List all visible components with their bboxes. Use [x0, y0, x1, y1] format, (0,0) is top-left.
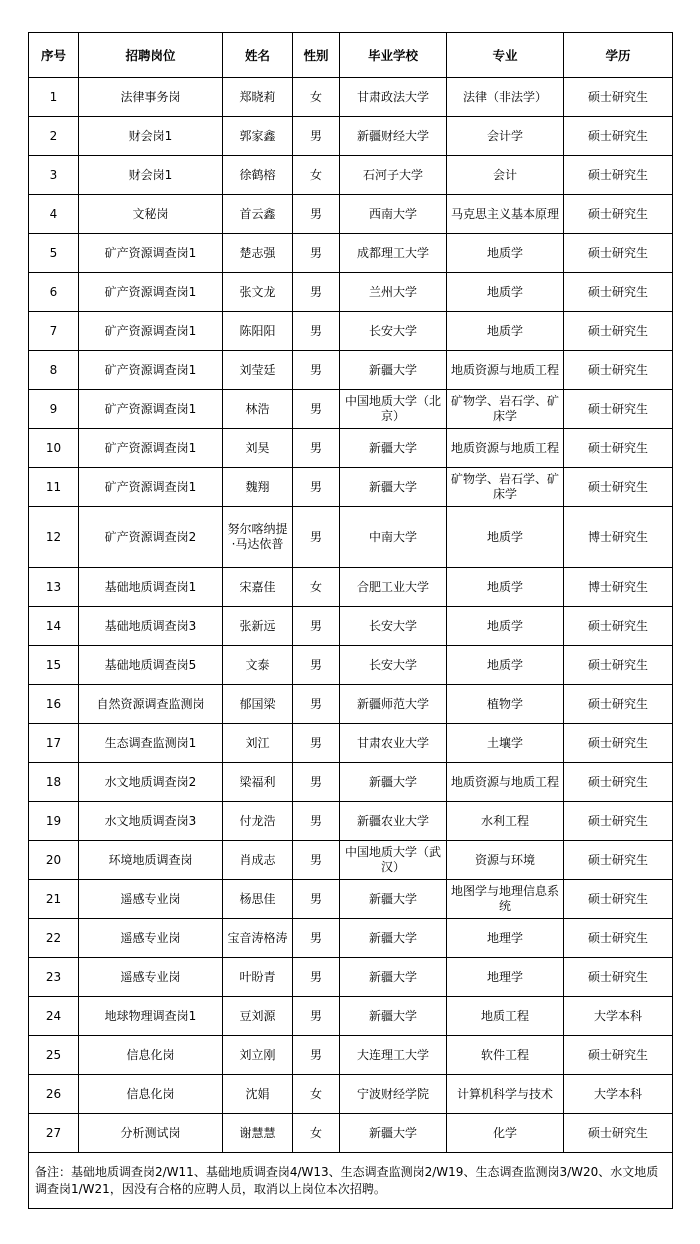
header-cell: 招聘岗位 — [79, 33, 223, 78]
cell-degree: 硕士研究生 — [564, 429, 673, 468]
header-row — [29, 33, 673, 78]
cell-name: 楚志强 — [223, 234, 293, 273]
cell-degree: 硕士研究生 — [564, 958, 673, 997]
cell-school: 甘肃政法大学 — [340, 78, 447, 117]
cell-major: 地质学 — [447, 607, 564, 646]
cell-gender: 男 — [293, 685, 340, 724]
cell-school: 新疆大学 — [340, 1114, 447, 1153]
cell-index: 25 — [29, 1036, 79, 1075]
table-row — [29, 1036, 673, 1075]
table-row — [29, 273, 673, 312]
cell-index: 11 — [29, 468, 79, 507]
cell-name: 梁福利 — [223, 763, 293, 802]
table-row — [29, 802, 673, 841]
cell-name: 谢慧慧 — [223, 1114, 293, 1153]
cell-gender: 男 — [293, 1036, 340, 1075]
cell-degree: 硕士研究生 — [564, 607, 673, 646]
cell-position: 矿产资源调查岗1 — [79, 390, 223, 429]
cell-gender: 女 — [293, 1075, 340, 1114]
cell-index: 6 — [29, 273, 79, 312]
cell-major: 地质学 — [447, 273, 564, 312]
cell-school: 长安大学 — [340, 607, 447, 646]
cell-major: 地质资源与地质工程 — [447, 429, 564, 468]
cell-position: 地球物理调查岗1 — [79, 997, 223, 1036]
table-row — [29, 468, 673, 507]
cell-position: 生态调查监测岗1 — [79, 724, 223, 763]
cell-gender: 男 — [293, 997, 340, 1036]
cell-position: 基础地质调查岗1 — [79, 568, 223, 607]
cell-school: 新疆财经大学 — [340, 117, 447, 156]
cell-gender: 男 — [293, 646, 340, 685]
table-row — [29, 507, 673, 568]
cell-gender: 女 — [293, 156, 340, 195]
cell-school: 新疆大学 — [340, 919, 447, 958]
cell-school: 甘肃农业大学 — [340, 724, 447, 763]
cell-degree: 硕士研究生 — [564, 685, 673, 724]
cell-gender: 男 — [293, 958, 340, 997]
cell-gender: 男 — [293, 273, 340, 312]
cell-gender: 男 — [293, 763, 340, 802]
cell-gender: 男 — [293, 390, 340, 429]
cell-index: 15 — [29, 646, 79, 685]
cell-gender: 男 — [293, 429, 340, 468]
cell-school: 新疆师范大学 — [340, 685, 447, 724]
cell-name: 豆刘源 — [223, 997, 293, 1036]
recruitment-table-container — [28, 32, 672, 1209]
cell-name: 魏翔 — [223, 468, 293, 507]
cell-degree: 硕士研究生 — [564, 841, 673, 880]
cell-degree: 大学本科 — [564, 997, 673, 1036]
table-row — [29, 117, 673, 156]
cell-school: 新疆农业大学 — [340, 802, 447, 841]
cell-name: 徐鹤榕 — [223, 156, 293, 195]
cell-major: 地质学 — [447, 568, 564, 607]
cell-gender: 男 — [293, 607, 340, 646]
cell-gender: 男 — [293, 880, 340, 919]
table-row — [29, 997, 673, 1036]
cell-degree: 硕士研究生 — [564, 763, 673, 802]
header-cell: 序号 — [29, 33, 79, 78]
cell-position: 信息化岗 — [79, 1036, 223, 1075]
cell-school: 兰州大学 — [340, 273, 447, 312]
footnote: 备注：基础地质调查岗2/W11、基础地质调查岗4/W13、生态调查监测岗2/W19、生态调查监测岗3/W20、水文地质调查岗1/W21，因没有合格的应聘人员，取消以上岗位本次招聘。 — [29, 1153, 673, 1209]
cell-index: 23 — [29, 958, 79, 997]
cell-index: 24 — [29, 997, 79, 1036]
cell-school: 西南大学 — [340, 195, 447, 234]
table-row — [29, 880, 673, 919]
cell-position: 信息化岗 — [79, 1075, 223, 1114]
cell-position: 法律事务岗 — [79, 78, 223, 117]
table-row — [29, 1075, 673, 1114]
header-cell: 性别 — [293, 33, 340, 78]
cell-name: 沈娟 — [223, 1075, 293, 1114]
cell-major: 地图学与地理信息系统 — [447, 880, 564, 919]
cell-position: 矿产资源调查岗1 — [79, 312, 223, 351]
table-row — [29, 234, 673, 273]
cell-index: 10 — [29, 429, 79, 468]
cell-degree: 硕士研究生 — [564, 1036, 673, 1075]
cell-gender: 男 — [293, 117, 340, 156]
cell-name: 宝音涛格涛 — [223, 919, 293, 958]
cell-major: 地理学 — [447, 958, 564, 997]
cell-school: 成都理工大学 — [340, 234, 447, 273]
cell-gender: 男 — [293, 468, 340, 507]
cell-name: 努尔喀纳提·马达依普 — [223, 507, 293, 568]
cell-major: 软件工程 — [447, 1036, 564, 1075]
cell-major: 地质工程 — [447, 997, 564, 1036]
cell-name: 郑晓莉 — [223, 78, 293, 117]
cell-gender: 男 — [293, 802, 340, 841]
cell-position: 水文地质调查岗3 — [79, 802, 223, 841]
cell-school: 中南大学 — [340, 507, 447, 568]
cell-index: 16 — [29, 685, 79, 724]
cell-school: 长安大学 — [340, 646, 447, 685]
cell-school: 新疆大学 — [340, 880, 447, 919]
cell-major: 地质资源与地质工程 — [447, 763, 564, 802]
cell-major: 地质学 — [447, 646, 564, 685]
cell-degree: 硕士研究生 — [564, 156, 673, 195]
cell-position: 文秘岗 — [79, 195, 223, 234]
cell-school: 大连理工大学 — [340, 1036, 447, 1075]
cell-name: 叶盼青 — [223, 958, 293, 997]
cell-position: 矿产资源调查岗1 — [79, 468, 223, 507]
cell-degree: 硕士研究生 — [564, 646, 673, 685]
cell-major: 土壤学 — [447, 724, 564, 763]
cell-gender: 男 — [293, 724, 340, 763]
cell-index: 20 — [29, 841, 79, 880]
cell-school: 新疆大学 — [340, 958, 447, 997]
cell-school: 新疆大学 — [340, 997, 447, 1036]
cell-degree: 硕士研究生 — [564, 468, 673, 507]
cell-degree: 硕士研究生 — [564, 78, 673, 117]
cell-name: 刘莹廷 — [223, 351, 293, 390]
cell-major: 水利工程 — [447, 802, 564, 841]
cell-gender: 女 — [293, 568, 340, 607]
cell-position: 水文地质调查岗2 — [79, 763, 223, 802]
cell-major: 马克思主义基本原理 — [447, 195, 564, 234]
table-row — [29, 685, 673, 724]
cell-position: 分析测试岗 — [79, 1114, 223, 1153]
cell-school: 石河子大学 — [340, 156, 447, 195]
cell-major: 地质学 — [447, 312, 564, 351]
table-row — [29, 919, 673, 958]
cell-gender: 女 — [293, 1114, 340, 1153]
cell-position: 遥感专业岗 — [79, 919, 223, 958]
cell-name: 文泰 — [223, 646, 293, 685]
table-row — [29, 841, 673, 880]
cell-index: 19 — [29, 802, 79, 841]
cell-degree: 硕士研究生 — [564, 351, 673, 390]
cell-index: 21 — [29, 880, 79, 919]
table-row — [29, 312, 673, 351]
cell-position: 矿产资源调查岗1 — [79, 234, 223, 273]
cell-index: 2 — [29, 117, 79, 156]
cell-index: 8 — [29, 351, 79, 390]
cell-major: 计算机科学与技术 — [447, 1075, 564, 1114]
cell-major: 地理学 — [447, 919, 564, 958]
cell-gender: 男 — [293, 195, 340, 234]
cell-position: 基础地质调查岗3 — [79, 607, 223, 646]
cell-degree: 大学本科 — [564, 1075, 673, 1114]
cell-index: 3 — [29, 156, 79, 195]
table-row — [29, 1114, 673, 1153]
cell-index: 4 — [29, 195, 79, 234]
cell-school: 长安大学 — [340, 312, 447, 351]
header-cell: 毕业学校 — [340, 33, 447, 78]
cell-school: 宁波财经学院 — [340, 1075, 447, 1114]
cell-degree: 硕士研究生 — [564, 390, 673, 429]
recruitment-table — [28, 32, 673, 1209]
cell-school: 中国地质大学（武汉） — [340, 841, 447, 880]
cell-name: 张新远 — [223, 607, 293, 646]
cell-gender: 男 — [293, 841, 340, 880]
cell-position: 矿产资源调查岗2 — [79, 507, 223, 568]
cell-name: 刘立刚 — [223, 1036, 293, 1075]
table-body — [29, 78, 673, 1153]
cell-position: 基础地质调查岗5 — [79, 646, 223, 685]
cell-name: 刘江 — [223, 724, 293, 763]
cell-degree: 硕士研究生 — [564, 880, 673, 919]
cell-position: 财会岗1 — [79, 156, 223, 195]
cell-position: 财会岗1 — [79, 117, 223, 156]
cell-degree: 博士研究生 — [564, 568, 673, 607]
cell-gender: 女 — [293, 78, 340, 117]
cell-school: 新疆大学 — [340, 429, 447, 468]
table-row — [29, 958, 673, 997]
cell-name: 宋嘉佳 — [223, 568, 293, 607]
cell-major: 法律（非法学） — [447, 78, 564, 117]
cell-degree: 硕士研究生 — [564, 1114, 673, 1153]
cell-degree: 硕士研究生 — [564, 273, 673, 312]
cell-index: 12 — [29, 507, 79, 568]
cell-position: 遥感专业岗 — [79, 880, 223, 919]
cell-school: 新疆大学 — [340, 763, 447, 802]
cell-major: 会计 — [447, 156, 564, 195]
table-row — [29, 351, 673, 390]
table-row — [29, 78, 673, 117]
cell-school: 新疆大学 — [340, 468, 447, 507]
cell-degree: 硕士研究生 — [564, 312, 673, 351]
cell-index: 5 — [29, 234, 79, 273]
cell-degree: 硕士研究生 — [564, 234, 673, 273]
cell-name: 张文龙 — [223, 273, 293, 312]
header-cell: 学历 — [564, 33, 673, 78]
cell-index: 9 — [29, 390, 79, 429]
cell-name: 陈阳阳 — [223, 312, 293, 351]
cell-major: 地质学 — [447, 234, 564, 273]
cell-index: 13 — [29, 568, 79, 607]
table-row — [29, 429, 673, 468]
cell-index: 18 — [29, 763, 79, 802]
cell-position: 矿产资源调查岗1 — [79, 273, 223, 312]
cell-name: 刘昊 — [223, 429, 293, 468]
cell-major: 地质资源与地质工程 — [447, 351, 564, 390]
table-row — [29, 607, 673, 646]
cell-degree: 硕士研究生 — [564, 724, 673, 763]
cell-index: 1 — [29, 78, 79, 117]
cell-school: 合肥工业大学 — [340, 568, 447, 607]
cell-gender: 男 — [293, 312, 340, 351]
table-row — [29, 156, 673, 195]
table-row — [29, 195, 673, 234]
cell-index: 17 — [29, 724, 79, 763]
cell-name: 首云鑫 — [223, 195, 293, 234]
cell-position: 环境地质调查岗 — [79, 841, 223, 880]
cell-name: 肖成志 — [223, 841, 293, 880]
cell-major: 矿物学、岩石学、矿床学 — [447, 390, 564, 429]
cell-name: 郁国梁 — [223, 685, 293, 724]
table-row — [29, 763, 673, 802]
table-row — [29, 646, 673, 685]
cell-name: 郭家鑫 — [223, 117, 293, 156]
cell-degree: 硕士研究生 — [564, 802, 673, 841]
cell-major: 会计学 — [447, 117, 564, 156]
table-row — [29, 390, 673, 429]
cell-position: 矿产资源调查岗1 — [79, 429, 223, 468]
cell-index: 26 — [29, 1075, 79, 1114]
cell-gender: 男 — [293, 919, 340, 958]
cell-gender: 男 — [293, 234, 340, 273]
cell-index: 27 — [29, 1114, 79, 1153]
cell-school: 新疆大学 — [340, 351, 447, 390]
cell-major: 资源与环境 — [447, 841, 564, 880]
cell-degree: 硕士研究生 — [564, 195, 673, 234]
cell-gender: 男 — [293, 351, 340, 390]
cell-degree: 硕士研究生 — [564, 117, 673, 156]
note-row — [29, 1153, 673, 1209]
cell-degree: 博士研究生 — [564, 507, 673, 568]
cell-name: 付龙浩 — [223, 802, 293, 841]
cell-major: 矿物学、岩石学、矿床学 — [447, 468, 564, 507]
cell-name: 杨思佳 — [223, 880, 293, 919]
header-cell: 专业 — [447, 33, 564, 78]
table-row — [29, 568, 673, 607]
cell-school: 中国地质大学（北京） — [340, 390, 447, 429]
cell-position: 自然资源调查监测岗 — [79, 685, 223, 724]
cell-major: 化学 — [447, 1114, 564, 1153]
cell-name: 林浩 — [223, 390, 293, 429]
cell-index: 7 — [29, 312, 79, 351]
cell-major: 植物学 — [447, 685, 564, 724]
cell-position: 遥感专业岗 — [79, 958, 223, 997]
cell-major: 地质学 — [447, 507, 564, 568]
cell-degree: 硕士研究生 — [564, 919, 673, 958]
cell-index: 14 — [29, 607, 79, 646]
cell-gender: 男 — [293, 507, 340, 568]
cell-position: 矿产资源调查岗1 — [79, 351, 223, 390]
cell-index: 22 — [29, 919, 79, 958]
table-row — [29, 724, 673, 763]
header-cell: 姓名 — [223, 33, 293, 78]
